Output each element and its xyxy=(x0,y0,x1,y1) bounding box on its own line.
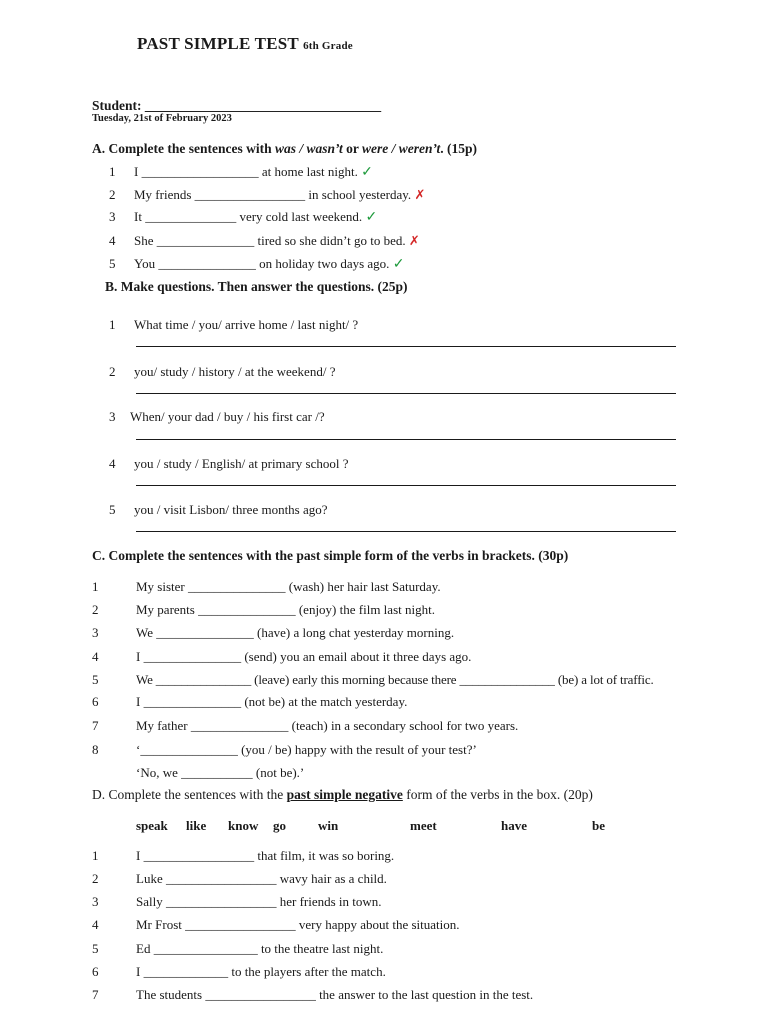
item-sentence[interactable]: Sally _________________ her friends in town. xyxy=(136,894,382,909)
section-a-heading-post: . (15p) xyxy=(440,141,477,156)
item-number: 4 xyxy=(92,649,99,664)
verb-word: meet xyxy=(410,818,437,833)
section-d-heading xyxy=(92,787,593,803)
item-sentence[interactable]: My sister _______________ (wash) her hair last Saturday. xyxy=(136,579,441,594)
item-number: 2 xyxy=(109,364,116,379)
test-date: Tuesday, 21st of February 2023 xyxy=(92,113,232,124)
checkmark-icon: ✓ xyxy=(365,210,378,225)
item-sentence: My friends _________________ in school yesterday. xyxy=(134,187,412,202)
item-prompt: you / visit Lisbon/ three months ago? xyxy=(134,502,328,517)
section-a-heading-pre: A. Complete the sentences with xyxy=(92,141,275,156)
item-text[interactable] xyxy=(134,187,425,203)
verb-word: go xyxy=(273,818,286,833)
verb-word: know xyxy=(228,818,259,833)
cross-icon: ✗ xyxy=(408,233,420,248)
item-sentence[interactable]: ‘_______________ (you / be) happy with the result of your test?’ xyxy=(136,742,477,757)
item-sentence: She _______________ tired so she didn’t go to bed. xyxy=(134,233,406,248)
item-sentence[interactable]: My parents _______________ (enjoy) the film last night. xyxy=(136,602,435,617)
item-prompt: you/ study / history / at the weekend/ ? xyxy=(134,364,336,379)
item-sentence: You _______________ on holiday two days ago. xyxy=(134,256,390,271)
item-text[interactable] xyxy=(134,256,404,273)
grade-label: 6th Grade xyxy=(303,40,353,52)
item-number: 8 xyxy=(92,742,99,757)
section-a-heading-em2: were / weren’t xyxy=(362,141,441,156)
item-number: 5 xyxy=(109,502,116,517)
student-name-field[interactable]: Student: ___________________________________ xyxy=(92,98,382,113)
item-sentence[interactable]: I _______________ (not be) at the match yesterday. xyxy=(136,694,408,709)
item-number: 1 xyxy=(92,848,99,863)
item-number: 2 xyxy=(109,187,116,202)
item-sentence[interactable]: I _______________ (send) you an email about it three days ago. xyxy=(136,649,472,664)
answer-line[interactable] xyxy=(136,393,676,394)
item-number: 4 xyxy=(92,917,99,932)
item-number: 3 xyxy=(92,625,99,640)
section-d-heading-pre: D. Complete the sentences with the xyxy=(92,787,287,802)
item-sentence[interactable]: My father _______________ (teach) in a secondary school for two years. xyxy=(136,718,519,733)
verb-word: be xyxy=(592,818,605,833)
item-sentence[interactable]: ‘No, we ___________ (not be).’ xyxy=(136,765,305,780)
checkmark-icon: ✓ xyxy=(392,257,405,272)
item-number: 4 xyxy=(109,456,116,471)
item-prompt: you / study / English/ at primary school ? xyxy=(134,456,349,471)
checkmark-icon: ✓ xyxy=(361,165,373,180)
item-number: 3 xyxy=(109,409,116,424)
item-sentence[interactable]: The students _________________ the answer to the last question in the test. xyxy=(136,987,534,1002)
item-number: 2 xyxy=(92,602,99,617)
answer-line[interactable] xyxy=(136,531,676,532)
item-text[interactable] xyxy=(134,233,420,249)
answer-line[interactable] xyxy=(136,439,676,440)
verb-word: like xyxy=(186,818,207,833)
item-number: 4 xyxy=(109,233,116,248)
item-number: 2 xyxy=(92,871,99,886)
item-sentence[interactable]: We _______________ (leave) early this morning because there _______________ (be) a lot of traffic. xyxy=(136,672,654,687)
item-sentence[interactable]: We _______________ (have) a long chat yesterday morning. xyxy=(136,625,455,640)
item-text[interactable] xyxy=(134,209,377,226)
item-number: 3 xyxy=(92,894,99,909)
item-number: 7 xyxy=(92,987,99,1002)
item-prompt: What time / you/ arrive home / last night/ ? xyxy=(134,317,359,332)
answer-line[interactable] xyxy=(136,485,676,486)
item-number: 1 xyxy=(109,164,116,179)
title-text: PAST SIMPLE TEST xyxy=(137,34,299,53)
answer-line[interactable] xyxy=(136,346,676,347)
cross-icon: ✗ xyxy=(414,187,426,202)
item-sentence[interactable]: I _____________ to the players after the match. xyxy=(136,964,386,979)
item-text[interactable] xyxy=(134,164,373,181)
item-sentence[interactable]: Luke _________________ wavy hair as a child. xyxy=(136,871,387,886)
item-number: 5 xyxy=(92,672,99,687)
verb-word: have xyxy=(501,818,527,833)
item-number: 3 xyxy=(109,209,116,224)
item-number: 1 xyxy=(92,579,99,594)
item-sentence[interactable]: I _________________ that film, it was so boring. xyxy=(136,848,395,863)
verb-word: speak xyxy=(136,818,168,833)
item-number: 6 xyxy=(92,694,99,709)
item-sentence[interactable]: Ed ________________ to the theatre last night. xyxy=(136,941,384,956)
page-title xyxy=(137,34,353,54)
item-sentence: It ______________ very cold last weekend. xyxy=(134,209,363,224)
item-sentence: I __________________ at home last night. xyxy=(134,164,358,179)
item-number: 5 xyxy=(92,941,99,956)
item-number: 1 xyxy=(109,317,116,332)
section-b-heading: B. Make questions. Then answer the questions. (25p) xyxy=(105,279,408,294)
section-c-heading: C. Complete the sentences with the past simple form of the verbs in brackets. (30p) xyxy=(92,548,569,563)
item-number: 5 xyxy=(109,256,116,271)
section-d-heading-bold: past simple negative xyxy=(286,787,403,802)
section-a-heading-em1: was / wasn’t xyxy=(274,141,343,156)
item-number: 6 xyxy=(92,964,99,979)
section-a-heading xyxy=(92,141,477,157)
item-prompt: When/ your dad / buy / his first car /? xyxy=(130,409,325,424)
item-number: 7 xyxy=(92,718,99,733)
item-sentence[interactable]: Mr Frost _________________ very happy about the situation. xyxy=(136,917,460,932)
section-d-heading-post: form of the verbs in the box. (20p) xyxy=(402,787,593,802)
section-a-heading-mid: or xyxy=(342,141,362,156)
verb-word: win xyxy=(318,818,339,833)
